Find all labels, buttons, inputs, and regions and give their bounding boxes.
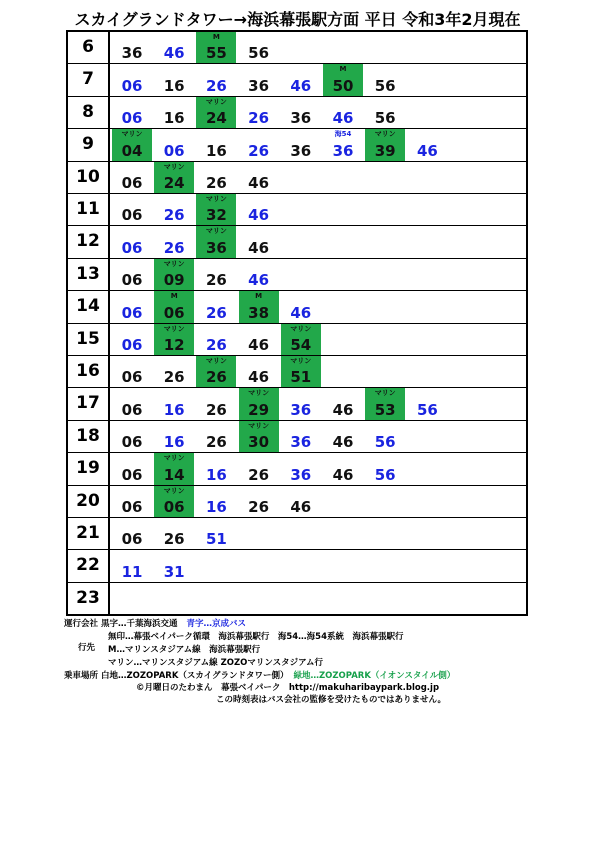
departure-cell	[281, 291, 321, 322]
departure-cell	[281, 421, 321, 452]
departure-minute: 16	[163, 109, 185, 128]
timetable-row	[68, 291, 526, 323]
departure-cell	[323, 97, 363, 128]
departure-minute: 56	[416, 400, 438, 419]
departure-cell	[239, 32, 279, 63]
departure-minute: 38	[248, 303, 270, 322]
disclaimer-note: この時刻表はバス会社の監修を受けたものではありません。	[216, 695, 447, 705]
departure-cell	[154, 291, 194, 322]
departure-minute: 39	[374, 141, 396, 160]
departure-minute: 06	[163, 497, 185, 516]
departure-cell	[281, 388, 321, 419]
departure-cell	[196, 97, 236, 128]
departure-minute: 14	[163, 465, 185, 484]
departure-minute: 46	[248, 368, 270, 387]
departure-minute: 06	[121, 303, 143, 322]
route-label: マリン	[248, 421, 270, 430]
hour-cell: 14	[68, 291, 110, 322]
hour-cell: 21	[68, 518, 110, 549]
departure-minute: 06	[121, 173, 143, 192]
departure-minute: 56	[374, 76, 396, 95]
departure-minute: 26	[205, 76, 227, 95]
hour-cell: 12	[68, 226, 110, 257]
departure-minute: 06	[163, 141, 185, 160]
departure-minute: 26	[205, 433, 227, 452]
departure-cell	[281, 64, 321, 95]
departure-minute: 06	[121, 238, 143, 257]
departure-minute: 16	[205, 465, 227, 484]
hour-cell: 11	[68, 194, 110, 225]
hour-cell: 16	[68, 356, 110, 387]
route-label: マリン	[374, 130, 396, 139]
departure-minute: 06	[121, 335, 143, 354]
route-label: M	[212, 33, 220, 41]
hour-cell: 18	[68, 421, 110, 452]
departure-cell	[112, 226, 152, 257]
timetable-row	[68, 32, 526, 64]
departure-cell	[196, 32, 236, 63]
departure-cell	[196, 226, 236, 257]
departure-minute: 26	[163, 530, 185, 549]
departure-cell	[239, 97, 279, 128]
route-label: マリン	[248, 389, 270, 398]
departure-minute: 36	[290, 400, 312, 419]
departure-cell	[154, 129, 194, 160]
hour-cell: 22	[68, 550, 110, 581]
departure-minute: 26	[163, 238, 185, 257]
departure-minute: 31	[163, 562, 185, 581]
departure-cell	[196, 453, 236, 484]
departure-minute: 50	[332, 76, 354, 95]
departure-cell	[154, 162, 194, 193]
departure-cell	[154, 518, 194, 549]
departure-minute: 06	[121, 400, 143, 419]
departure-cell	[365, 64, 405, 95]
hour-cell: 7	[68, 64, 110, 95]
departure-minute: 46	[290, 303, 312, 322]
departure-minute: 36	[205, 238, 227, 257]
timetable-row	[68, 453, 526, 485]
departure-cell	[196, 291, 236, 322]
route-label: M	[255, 292, 263, 301]
departure-cell	[239, 194, 279, 225]
departure-minute: 26	[205, 173, 227, 192]
departure-cell	[281, 324, 321, 355]
operator-blue-note: 青字…京成バス	[186, 619, 246, 629]
destination-note-2: M…マリンスタジアム線 海浜幕張駅行	[108, 645, 261, 655]
departure-minute: 06	[121, 497, 143, 516]
departure-cell	[365, 97, 405, 128]
departure-cell	[407, 129, 447, 160]
departure-cell	[281, 97, 321, 128]
departure-minute: 36	[290, 465, 312, 484]
timetable-row	[68, 486, 526, 518]
route-label: マリン	[205, 97, 227, 106]
departure-minute: 55	[205, 44, 227, 63]
departure-minute: 46	[332, 400, 354, 419]
departure-cell	[365, 129, 405, 160]
timetable-row	[68, 259, 526, 291]
departure-minute: 36	[121, 44, 143, 63]
hour-cell: 17	[68, 388, 110, 419]
departure-minute: 53	[374, 400, 396, 419]
departure-cell	[196, 356, 236, 387]
departure-minute: 46	[290, 497, 312, 516]
destination-note-3: マリン…マリンスタジアム線 ZOZOマリンスタジアム行	[108, 658, 324, 668]
departure-cell	[112, 64, 152, 95]
departure-cell	[196, 194, 236, 225]
departure-minute: 36	[290, 433, 312, 452]
departure-cell	[154, 64, 194, 95]
departure-cell	[154, 194, 194, 225]
boarding-white-note: 白地…ZOZOPARK（スカイグランドタワー側）	[100, 671, 289, 681]
departure-cell	[154, 453, 194, 484]
departure-minute: 46	[290, 76, 312, 95]
departure-cell	[154, 32, 194, 63]
departure-minute: 26	[205, 368, 227, 387]
timetable-row	[68, 64, 526, 96]
departure-minute: 46	[416, 141, 438, 160]
departure-minute: 46	[248, 238, 270, 257]
departure-cell	[112, 388, 152, 419]
departure-minute: 30	[248, 433, 270, 452]
departure-minute: 36	[248, 76, 270, 95]
departure-cell	[196, 162, 236, 193]
departure-minute: 06	[163, 303, 185, 322]
departure-cell	[239, 226, 279, 257]
departure-cell	[112, 486, 152, 517]
departure-cell	[154, 324, 194, 355]
departure-minute: 46	[248, 206, 270, 225]
departure-cell	[239, 162, 279, 193]
boarding-note	[64, 670, 455, 682]
departure-minute: 06	[121, 76, 143, 95]
departure-cell	[239, 259, 279, 290]
departure-cell	[281, 453, 321, 484]
departure-cell	[112, 32, 152, 63]
hour-cell: 10	[68, 162, 110, 193]
departure-cell	[365, 421, 405, 452]
departure-cell	[196, 64, 236, 95]
timetable-row	[68, 583, 526, 615]
departure-minute: 54	[290, 335, 312, 354]
operator-note	[64, 618, 246, 630]
departure-minute: 26	[248, 109, 270, 128]
timetable-row	[68, 421, 526, 453]
departure-minute: 46	[332, 465, 354, 484]
route-label: マリン	[205, 227, 227, 236]
departure-cell	[196, 324, 236, 355]
departure-minute: 06	[121, 530, 143, 549]
hour-cell: 23	[68, 583, 110, 615]
departure-cell	[407, 388, 447, 419]
departure-cell	[112, 162, 152, 193]
departure-cell	[239, 356, 279, 387]
departure-minute: 06	[121, 465, 143, 484]
departure-minute: 46	[248, 335, 270, 354]
departure-minute: 36	[290, 141, 312, 160]
departure-minute: 46	[248, 271, 270, 290]
departure-cell	[196, 486, 236, 517]
route-label: マリン	[290, 324, 312, 333]
route-label: マリン	[374, 389, 396, 398]
credit-note: ©月曜日のたわまん 幕張ベイパーク http://makuharibaypark.blog.jp	[136, 683, 440, 693]
departure-minute: 16	[205, 497, 227, 516]
departure-cell	[239, 64, 279, 95]
timetable-row	[68, 162, 526, 194]
departure-cell	[154, 97, 194, 128]
departure-minute: 36	[332, 141, 354, 160]
timetable-row	[68, 129, 526, 161]
departure-cell	[196, 421, 236, 452]
boarding-green-note: 緑地…ZOZOPARK（イオンスタイル側）	[293, 671, 456, 681]
departure-minute: 06	[121, 271, 143, 290]
destination-label: 行先	[78, 643, 96, 653]
departure-minute: 32	[205, 206, 227, 225]
departure-cell	[323, 388, 363, 419]
operator-black-note: 黒字…千葉海浜交通	[100, 619, 178, 629]
departure-cell	[196, 259, 236, 290]
departure-minute: 26	[248, 465, 270, 484]
departure-minute: 29	[248, 400, 270, 419]
departure-minute: 26	[248, 497, 270, 516]
departure-minute: 24	[205, 109, 227, 128]
timetable-row	[68, 226, 526, 258]
departure-minute: 56	[374, 109, 396, 128]
departure-cell	[154, 259, 194, 290]
departure-minute: 26	[205, 303, 227, 322]
departure-cell	[112, 421, 152, 452]
departure-minute: 06	[121, 368, 143, 387]
departure-cell	[281, 129, 321, 160]
departure-cell	[239, 486, 279, 517]
departure-cell	[154, 486, 194, 517]
departure-cell	[365, 453, 405, 484]
timetable-row	[68, 518, 526, 550]
departure-minute: 51	[290, 368, 312, 387]
timetable-row	[68, 324, 526, 356]
departure-minute: 26	[248, 141, 270, 160]
departure-cell	[239, 453, 279, 484]
hour-cell: 9	[68, 129, 110, 160]
departure-cell	[112, 259, 152, 290]
timetable-row	[68, 356, 526, 388]
route-label: マリン	[290, 357, 312, 365]
departure-minute: 56	[374, 433, 396, 452]
page-title: スカイグランドタワー→海浜幕張駅方面 平日 令和3年2月現在	[74, 10, 521, 29]
route-label: 海54	[334, 130, 352, 139]
departure-minute: 51	[205, 530, 227, 549]
departure-cell	[239, 291, 279, 322]
timetable	[66, 30, 528, 616]
departure-cell	[154, 356, 194, 387]
departure-minute: 46	[163, 44, 185, 63]
departure-minute: 46	[248, 173, 270, 192]
route-label: マリン	[163, 324, 185, 333]
departure-cell	[196, 388, 236, 419]
departure-minute: 06	[121, 433, 143, 452]
departure-cell	[112, 97, 152, 128]
route-label: M	[170, 292, 178, 301]
departure-minute: 56	[374, 465, 396, 484]
hour-cell: 19	[68, 453, 110, 484]
timetable-row	[68, 388, 526, 420]
departure-minute: 16	[163, 400, 185, 419]
departure-minute: 36	[290, 109, 312, 128]
departure-cell	[112, 129, 152, 160]
departure-cell	[365, 388, 405, 419]
departure-cell	[112, 356, 152, 387]
departure-minute: 11	[121, 562, 143, 581]
departure-cell	[112, 291, 152, 322]
departure-cell	[239, 421, 279, 452]
departure-cell	[196, 518, 236, 549]
departure-cell	[154, 550, 194, 581]
departure-cell	[323, 64, 363, 95]
departure-minute: 56	[248, 44, 270, 63]
departure-cell	[154, 388, 194, 419]
departure-minute: 46	[332, 433, 354, 452]
route-label: マリン	[163, 162, 185, 171]
timetable-row	[68, 550, 526, 582]
operator-label: 運行会社	[64, 619, 99, 629]
departure-cell	[323, 453, 363, 484]
boarding-label: 乗車場所	[64, 671, 99, 681]
departure-minute: 16	[163, 433, 185, 452]
departure-minute: 06	[121, 206, 143, 225]
hour-cell: 13	[68, 259, 110, 290]
departure-cell	[154, 226, 194, 257]
departure-minute: 04	[121, 141, 143, 160]
hour-cell: 8	[68, 97, 110, 128]
departure-cell	[239, 388, 279, 419]
departure-cell	[239, 129, 279, 160]
departure-cell	[154, 421, 194, 452]
departure-cell	[112, 324, 152, 355]
destination-note-1: 無印…幕張ベイパーク循環 海浜幕張駅行 海54…海54系統 海浜幕張駅行	[108, 632, 404, 642]
departure-minute: 09	[163, 271, 185, 290]
route-label: マリン	[121, 130, 143, 139]
hour-cell: 6	[68, 32, 110, 63]
departure-minute: 26	[205, 271, 227, 290]
departure-cell	[323, 421, 363, 452]
departure-cell	[323, 129, 363, 160]
departure-minute: 26	[205, 400, 227, 419]
departure-minute: 26	[205, 335, 227, 354]
departure-minute: 16	[163, 76, 185, 95]
departure-cell	[281, 356, 321, 387]
departure-cell	[112, 453, 152, 484]
timetable-row	[68, 97, 526, 129]
departure-minute: 26	[163, 368, 185, 387]
departure-cell	[112, 518, 152, 549]
departure-minute: 06	[121, 109, 143, 128]
route-label: M	[339, 65, 347, 74]
departure-cell	[196, 129, 236, 160]
departure-cell	[112, 550, 152, 581]
departure-minute: 26	[163, 206, 185, 225]
departure-cell	[112, 194, 152, 225]
departure-minute: 24	[163, 173, 185, 192]
route-label: マリン	[163, 486, 185, 495]
hour-cell: 15	[68, 324, 110, 355]
timetable-row	[68, 194, 526, 226]
departure-cell	[281, 486, 321, 517]
route-label: マリン	[205, 357, 227, 365]
route-label: マリン	[163, 454, 185, 463]
route-label: マリン	[205, 195, 227, 203]
route-label: マリン	[163, 259, 185, 268]
hour-cell: 20	[68, 486, 110, 517]
departure-minute: 16	[205, 141, 227, 160]
departure-cell	[239, 324, 279, 355]
departure-minute: 46	[332, 109, 354, 128]
departure-minute: 12	[163, 335, 185, 354]
